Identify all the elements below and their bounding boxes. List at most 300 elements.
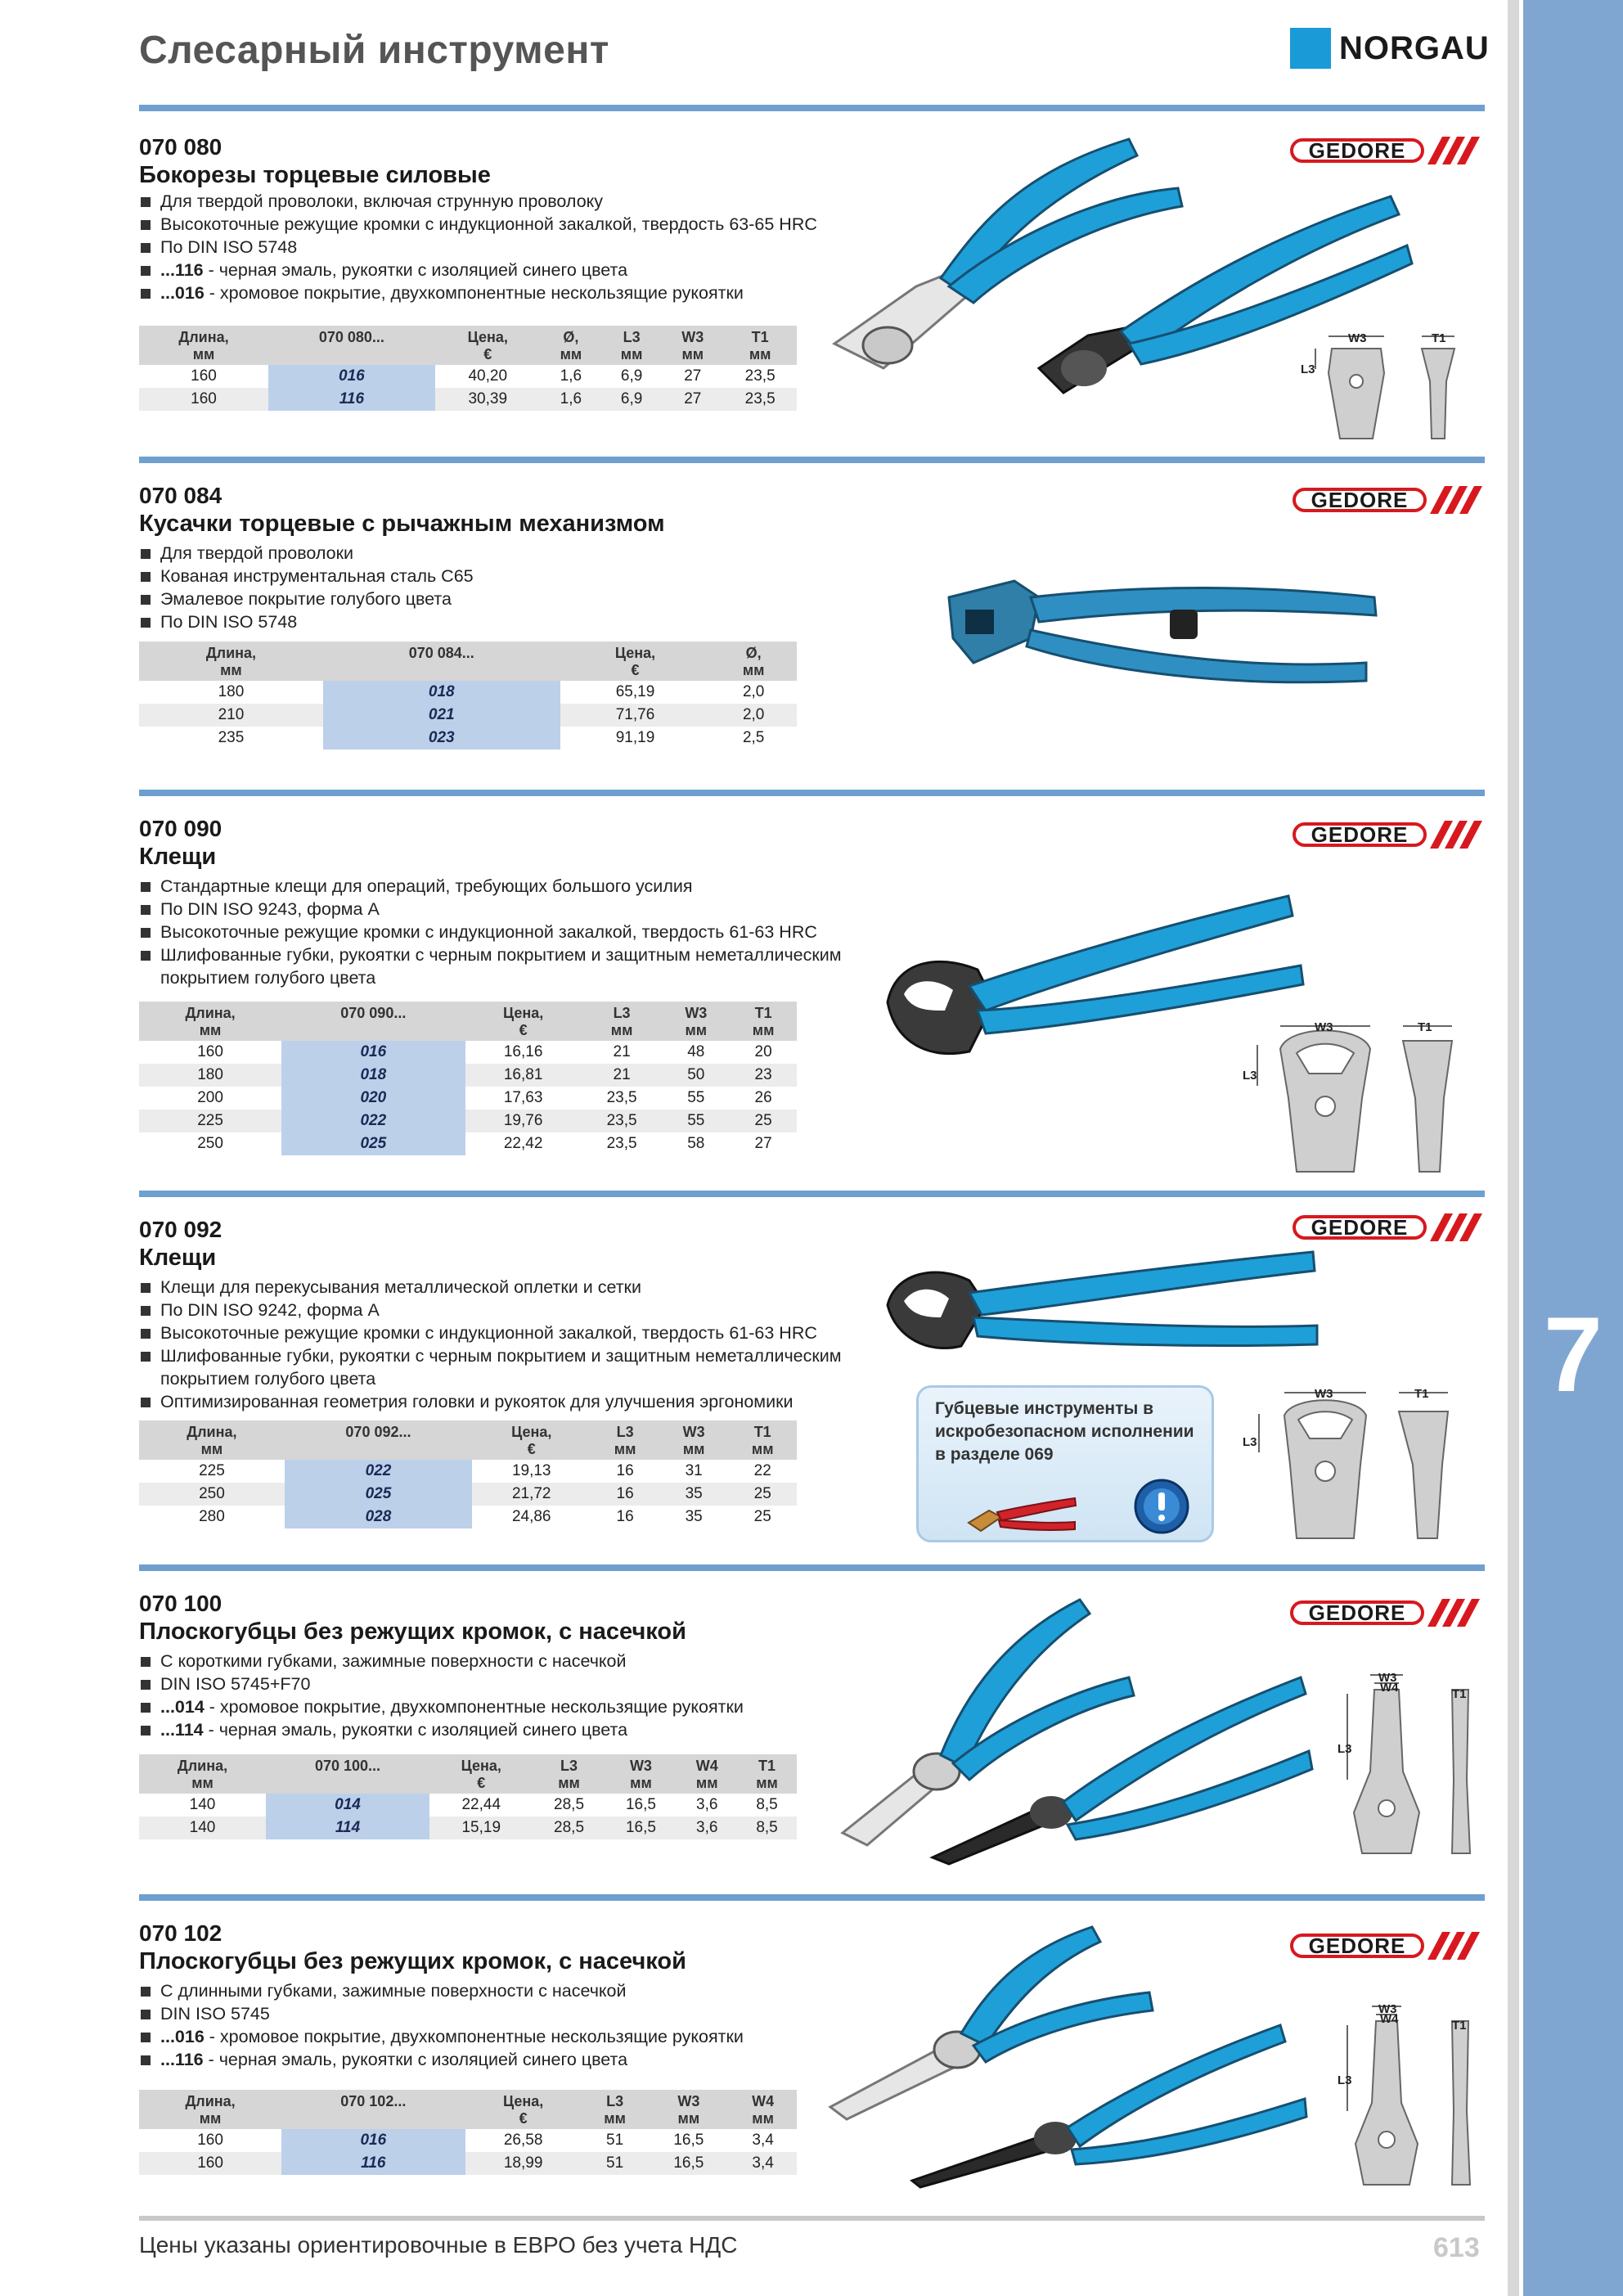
column-header-unit: € bbox=[483, 346, 492, 362]
table-cell: 25 bbox=[728, 1483, 797, 1506]
spec-table bbox=[139, 2090, 797, 2175]
column-header-label: 070 080... bbox=[318, 329, 384, 345]
table-cell: 27 bbox=[754, 1135, 772, 1152]
feature-list bbox=[139, 875, 892, 989]
column-header-unit: мм bbox=[685, 1022, 708, 1038]
column-header bbox=[582, 2090, 649, 2129]
column-header-unit bbox=[286, 1441, 470, 1458]
table-header-row bbox=[139, 642, 797, 681]
table-cell: 160 bbox=[197, 2132, 223, 2149]
feature-item bbox=[139, 1344, 892, 1390]
dimension-diagram bbox=[1338, 1665, 1485, 1870]
column-header-label: Длина, bbox=[185, 1005, 236, 1021]
spec-table bbox=[139, 1754, 797, 1839]
dimension-diagram bbox=[1338, 1997, 1485, 2201]
dimension-label: T1 bbox=[1452, 2019, 1467, 2033]
feature-item bbox=[139, 588, 892, 610]
product-name: Плоскогубцы без режущих кромок, с насечкой bbox=[139, 1618, 686, 1645]
table-cell: 140 bbox=[139, 1817, 266, 1839]
table-cell: 250 bbox=[197, 1135, 223, 1152]
table-cell: 3,6 bbox=[696, 1796, 718, 1813]
dimension-diagram bbox=[1299, 324, 1479, 447]
column-header-unit: € bbox=[477, 1775, 486, 1791]
column-header-unit: мм bbox=[695, 1775, 718, 1791]
column-header-label: Длина, bbox=[185, 2093, 236, 2109]
column-header-unit bbox=[283, 2110, 463, 2127]
column-header bbox=[560, 642, 711, 681]
table-cell: 3,4 bbox=[752, 2132, 774, 2149]
gedore-logo-text: GEDORE bbox=[1290, 1934, 1424, 1958]
table-cell: 25 bbox=[730, 1110, 797, 1132]
column-header-unit: мм bbox=[614, 1441, 636, 1457]
table-row bbox=[139, 1483, 797, 1506]
feature-item bbox=[139, 1650, 892, 1672]
feature-item bbox=[139, 565, 892, 588]
dimension-label: L3 bbox=[1301, 362, 1315, 376]
table-cell: 3,4 bbox=[729, 2152, 797, 2175]
feature-text: Стандартные клещи для операций, требующих большого усилия bbox=[160, 876, 693, 896]
column-header bbox=[533, 1754, 605, 1794]
table-cell: 15,19 bbox=[429, 1817, 533, 1839]
section-rule bbox=[139, 457, 1485, 463]
table-row bbox=[139, 388, 797, 411]
column-header-label: L3 bbox=[613, 1005, 631, 1021]
dimension-label: T1 bbox=[1452, 1687, 1467, 1701]
table-cell: 23,5 bbox=[723, 388, 797, 411]
table-cell: 22 bbox=[753, 1462, 771, 1479]
table-cell: 8,5 bbox=[737, 1817, 797, 1839]
feature-text: - хромовое покрытие, двухкомпонентные нескользящие рукоятки bbox=[204, 2027, 744, 2046]
table-cell: 31 bbox=[685, 1462, 703, 1479]
column-header-label: 070 092... bbox=[345, 1424, 411, 1440]
page-number: 613 bbox=[1433, 2232, 1480, 2263]
column-header-unit: мм bbox=[200, 1441, 223, 1457]
section-rule bbox=[139, 1564, 1485, 1571]
dimension-label: W4 bbox=[1380, 2012, 1399, 2026]
column-header-unit bbox=[268, 1775, 428, 1792]
variant-prefix: ...116 bbox=[160, 260, 204, 280]
table-cell: 50 bbox=[662, 1064, 730, 1087]
column-header-label: L3 bbox=[560, 1758, 578, 1774]
variant-prefix: ...014 bbox=[160, 1697, 205, 1717]
table-cell: 71,76 bbox=[560, 704, 711, 727]
table-cell: 65,19 bbox=[615, 683, 655, 700]
feature-item bbox=[139, 1695, 892, 1718]
column-header bbox=[281, 1002, 465, 1041]
table-cell: 2,0 bbox=[710, 704, 797, 727]
table-cell: 160 bbox=[139, 388, 268, 411]
feature-text: - черная эмаль, рукоятки с изоляцией синего цвета bbox=[203, 1720, 628, 1740]
column-header-label: T1 bbox=[754, 1005, 772, 1021]
table-row bbox=[139, 1817, 797, 1839]
column-header-unit: мм bbox=[681, 346, 704, 362]
column-header-label: W3 bbox=[629, 1758, 652, 1774]
feature-text: По DIN ISO 9243, форма А bbox=[160, 899, 380, 919]
table-cell: 21 bbox=[582, 1064, 663, 1087]
column-header-label: Длина, bbox=[187, 1424, 237, 1440]
feature-text: Высокоточные режущие кромки с индукционной закалкой, твердость 61-63 HRC bbox=[160, 1323, 817, 1343]
feature-text: Высокоточные режущие кромки с индукционной закалкой, твердость 63-65 HRC bbox=[160, 214, 817, 234]
table-row bbox=[139, 727, 797, 750]
column-header-label: L3 bbox=[616, 1424, 634, 1440]
dimension-label: W3 bbox=[1315, 1020, 1333, 1034]
column-header-label: W3 bbox=[677, 2093, 700, 2109]
table-row bbox=[139, 2129, 797, 2152]
feature-item bbox=[139, 281, 892, 304]
dimension-label: L3 bbox=[1243, 1069, 1257, 1083]
dimension-label: W3 bbox=[1315, 1387, 1333, 1401]
dimension-label: L3 bbox=[1338, 1742, 1352, 1756]
article-number-cell: 020 bbox=[281, 1087, 465, 1110]
product-name: Бокорезы торцевые силовые bbox=[139, 162, 491, 188]
feature-text: По DIN ISO 5748 bbox=[160, 237, 298, 257]
table-cell: 25 bbox=[753, 1508, 771, 1525]
feature-list bbox=[139, 1979, 892, 2071]
gedore-stripes-icon bbox=[1427, 137, 1483, 164]
column-header-label: Ø, bbox=[745, 645, 762, 661]
article-number-cell: 116 bbox=[268, 388, 435, 411]
column-header-unit: мм bbox=[558, 1775, 580, 1791]
gedore-logo-text: GEDORE bbox=[1293, 488, 1427, 512]
dimension-label: L3 bbox=[1243, 1435, 1257, 1449]
table-cell: 18,99 bbox=[465, 2152, 582, 2175]
column-header-unit: мм bbox=[199, 1022, 222, 1038]
column-header bbox=[728, 1420, 797, 1460]
product-name: Плоскогубцы без режущих кромок, с насечкой bbox=[139, 1948, 686, 1974]
column-header-unit: мм bbox=[604, 2110, 626, 2127]
table-cell: 30,39 bbox=[435, 388, 541, 411]
column-header bbox=[729, 2090, 797, 2129]
column-header-label: T1 bbox=[758, 1758, 776, 1774]
table-cell: 19,13 bbox=[511, 1462, 551, 1479]
article-number-cell: 018 bbox=[281, 1064, 465, 1087]
table-cell: 16,16 bbox=[503, 1043, 543, 1060]
table-cell: 16,5 bbox=[625, 1796, 656, 1813]
feature-text: Клещи для перекусывания металлической оплетки и сетки bbox=[160, 1277, 641, 1297]
table-cell: 35 bbox=[659, 1483, 729, 1506]
feature-item bbox=[139, 1718, 892, 1741]
spec-table bbox=[139, 326, 797, 411]
table-cell: 26,58 bbox=[503, 2132, 543, 2149]
table-cell: 280 bbox=[199, 1508, 225, 1525]
feature-text: С короткими губками, зажимные поверхности с насечкой bbox=[160, 1651, 627, 1671]
column-header bbox=[281, 2090, 465, 2129]
article-number-cell: 028 bbox=[285, 1506, 472, 1528]
column-header bbox=[266, 1754, 429, 1794]
column-header bbox=[541, 326, 601, 365]
table-cell: 21 bbox=[613, 1043, 631, 1060]
column-header bbox=[139, 642, 323, 681]
table-cell: 19,76 bbox=[465, 1110, 582, 1132]
table-cell: 235 bbox=[218, 729, 245, 746]
feature-item bbox=[139, 190, 892, 213]
feature-text: DIN ISO 5745 bbox=[160, 2004, 270, 2024]
column-header-unit: € bbox=[519, 2110, 528, 2127]
column-header bbox=[323, 642, 560, 681]
column-header-label: W4 bbox=[695, 1758, 718, 1774]
table-cell: 2,0 bbox=[742, 683, 765, 700]
column-header-unit: мм bbox=[192, 346, 215, 362]
column-header-label: 070 100... bbox=[314, 1758, 381, 1774]
column-header-unit: мм bbox=[191, 1775, 214, 1791]
gedore-logo-text: GEDORE bbox=[1290, 138, 1424, 163]
column-header-unit: мм bbox=[610, 1022, 633, 1038]
feature-text: - черная эмаль, рукоятки с изоляцией синего цвета bbox=[203, 2050, 628, 2069]
table-cell: 6,9 bbox=[620, 367, 643, 385]
article-number-cell: 023 bbox=[323, 727, 560, 750]
product-code: 070 092 bbox=[139, 1217, 223, 1242]
dimension-label: W4 bbox=[1380, 1681, 1399, 1695]
column-header-unit: € bbox=[519, 1022, 528, 1038]
header-rule bbox=[139, 105, 1485, 111]
table-cell: 23,5 bbox=[606, 1135, 637, 1152]
column-header-label: W3 bbox=[681, 329, 704, 345]
column-header-unit: мм bbox=[752, 2110, 774, 2127]
column-header-label: Длина, bbox=[178, 329, 229, 345]
feature-text: DIN ISO 5745+F70 bbox=[160, 1674, 311, 1694]
column-header-unit: мм bbox=[560, 346, 582, 362]
table-row bbox=[139, 1506, 797, 1528]
column-header bbox=[662, 326, 723, 365]
table-cell: 16,81 bbox=[465, 1064, 582, 1087]
column-header bbox=[139, 1420, 285, 1460]
chapter-number: 7 bbox=[1543, 1294, 1603, 1414]
table-cell: 48 bbox=[687, 1043, 705, 1060]
feature-item bbox=[139, 2048, 892, 2071]
spec-table bbox=[139, 642, 797, 750]
feature-text: Для твердой проволоки bbox=[160, 543, 354, 563]
column-header bbox=[649, 2090, 730, 2129]
table-cell: 2,5 bbox=[742, 729, 765, 746]
table-header-row bbox=[139, 1002, 797, 1041]
gedore-logo bbox=[1293, 820, 1489, 849]
article-number-cell: 025 bbox=[285, 1483, 472, 1506]
table-cell: 51 bbox=[606, 2132, 624, 2149]
page-edge-strip bbox=[1508, 0, 1519, 2296]
table-cell: 23,5 bbox=[582, 1110, 663, 1132]
dimension-label: T1 bbox=[1432, 331, 1446, 345]
table-header-row bbox=[139, 1754, 797, 1794]
feature-item bbox=[139, 2025, 892, 2048]
column-header-unit bbox=[283, 1022, 463, 1039]
info-callout bbox=[916, 1385, 1214, 1542]
feature-text: Шлифованные губки, рукоятки с черным покрытием и защитным неметаллическим покрытием голубого цвета bbox=[160, 945, 842, 988]
feature-text: Оптимизированная геометрия головки и рукояток для улучшения эргономики bbox=[160, 1392, 794, 1411]
column-header-label: 070 084... bbox=[408, 645, 474, 661]
dimension-label: W3 bbox=[1378, 2002, 1397, 2016]
table-cell: 28,5 bbox=[533, 1817, 605, 1839]
table-cell: 40,20 bbox=[468, 367, 508, 385]
info-callout-text: Губцевые инструменты в искробезопасном исполнении в разделе 069 bbox=[935, 1399, 1194, 1464]
feature-list bbox=[139, 190, 892, 304]
column-header-unit bbox=[270, 346, 434, 363]
table-cell: 1,6 bbox=[560, 367, 582, 385]
pincers-image bbox=[879, 1240, 1338, 1371]
article-number-cell: 018 bbox=[323, 681, 560, 704]
dimension-label: W3 bbox=[1348, 331, 1367, 345]
gedore-stripes-icon bbox=[1430, 486, 1486, 514]
table-cell: 160 bbox=[197, 1043, 223, 1060]
column-header-unit: мм bbox=[749, 346, 771, 362]
gedore-stripes-icon bbox=[1430, 821, 1486, 849]
column-header bbox=[435, 326, 541, 365]
feature-text: По DIN ISO 5748 bbox=[160, 612, 298, 632]
column-header bbox=[465, 1002, 582, 1041]
table-header-row bbox=[139, 2090, 797, 2129]
feature-text: По DIN ISO 9242, форма А bbox=[160, 1300, 380, 1320]
feature-text: - черная эмаль, рукоятки с изоляцией синего цвета bbox=[203, 260, 628, 280]
gedore-logo-text: GEDORE bbox=[1293, 1215, 1427, 1240]
dimension-label: L3 bbox=[1338, 2073, 1352, 2087]
column-header-unit: мм bbox=[742, 662, 765, 678]
article-number-cell: 025 bbox=[281, 1132, 465, 1155]
column-header-unit: мм bbox=[752, 1022, 775, 1038]
column-header bbox=[139, 1002, 281, 1041]
feature-list bbox=[139, 542, 892, 633]
dimension-label: W3 bbox=[1378, 1671, 1397, 1685]
table-cell: 180 bbox=[139, 1064, 281, 1087]
table-cell: 21,72 bbox=[472, 1483, 591, 1506]
column-header-label: W3 bbox=[685, 1005, 708, 1021]
column-header bbox=[737, 1754, 797, 1794]
warning-badge-icon bbox=[1133, 1478, 1190, 1535]
table-row bbox=[139, 1794, 797, 1817]
footer-rule bbox=[139, 2216, 1485, 2221]
column-header-label: Цена, bbox=[467, 329, 508, 345]
dimension-diagram bbox=[1239, 1375, 1477, 1555]
gedore-stripes-icon bbox=[1430, 1213, 1486, 1241]
feature-item bbox=[139, 1321, 892, 1344]
column-header-label: W3 bbox=[682, 1424, 705, 1440]
feature-text: Кованая инструментальная сталь С65 bbox=[160, 566, 474, 586]
table-cell: 51 bbox=[582, 2152, 649, 2175]
table-cell: 55 bbox=[687, 1089, 705, 1106]
gedore-logo bbox=[1290, 1931, 1486, 1961]
table-cell: 210 bbox=[139, 704, 323, 727]
column-header bbox=[139, 326, 268, 365]
spark-free-pliers-icon bbox=[964, 1494, 1079, 1535]
gedore-logo bbox=[1293, 1213, 1489, 1242]
table-cell: 8,5 bbox=[756, 1796, 778, 1813]
column-header-unit: мм bbox=[682, 1441, 705, 1457]
table-cell: 27 bbox=[684, 367, 702, 385]
dimension-diagram bbox=[1239, 1008, 1477, 1188]
gedore-logo bbox=[1290, 1598, 1486, 1627]
column-header bbox=[285, 1420, 472, 1460]
product-name: Клещи bbox=[139, 844, 217, 870]
table-cell: 3,6 bbox=[677, 1817, 737, 1839]
feature-text: С длинными губками, зажимные поверхности с насечкой bbox=[160, 1981, 627, 2001]
gedore-stripes-icon bbox=[1427, 1599, 1483, 1627]
column-header bbox=[591, 1420, 659, 1460]
table-cell: 58 bbox=[687, 1135, 705, 1152]
table-row bbox=[139, 1087, 797, 1110]
table-cell: 140 bbox=[189, 1796, 216, 1813]
feature-text: Шлифованные губки, рукоятки с черным покрытием и защитным неметаллическим покрытием голубого цвета bbox=[160, 1346, 842, 1389]
brand-name: NORGAU bbox=[1339, 29, 1490, 66]
table-cell: 200 bbox=[197, 1089, 223, 1106]
product-code: 070 102 bbox=[139, 1920, 223, 1946]
article-number-cell: 114 bbox=[266, 1817, 429, 1839]
feature-text: Для твердой проволоки, включая струнную проволоку bbox=[160, 191, 604, 211]
variant-prefix: ...016 bbox=[160, 283, 205, 303]
column-header bbox=[662, 1002, 730, 1041]
table-row bbox=[139, 1064, 797, 1087]
column-header bbox=[268, 326, 435, 365]
variant-prefix: ...016 bbox=[160, 2027, 205, 2046]
table-cell: 55 bbox=[662, 1110, 730, 1132]
column-header-unit bbox=[325, 662, 559, 679]
table-cell: 26 bbox=[754, 1089, 772, 1106]
variant-prefix: ...114 bbox=[160, 1720, 204, 1740]
table-cell: 28,5 bbox=[554, 1796, 585, 1813]
feature-item bbox=[139, 259, 892, 281]
column-header bbox=[710, 642, 797, 681]
gedore-logo bbox=[1293, 485, 1489, 515]
table-cell: 91,19 bbox=[615, 729, 655, 746]
feature-item bbox=[139, 1979, 892, 2002]
long-flat-pliers-image bbox=[822, 1911, 1313, 2189]
table-row bbox=[139, 1460, 797, 1483]
product-name: Клещи bbox=[139, 1245, 217, 1271]
table-header-row bbox=[139, 326, 797, 365]
column-header-label: Цена, bbox=[614, 645, 656, 661]
product-code: 070 090 bbox=[139, 816, 223, 841]
table-cell: 23,5 bbox=[606, 1089, 637, 1106]
table-cell: 180 bbox=[218, 683, 245, 700]
table-row bbox=[139, 704, 797, 727]
table-cell: 23 bbox=[730, 1064, 797, 1087]
feature-item bbox=[139, 236, 892, 259]
table-cell: 24,86 bbox=[511, 1508, 551, 1525]
article-number-cell: 014 bbox=[266, 1794, 429, 1817]
table-cell: 27 bbox=[662, 388, 723, 411]
product-code: 070 080 bbox=[139, 134, 223, 160]
column-header bbox=[472, 1420, 591, 1460]
table-cell: 16 bbox=[591, 1483, 659, 1506]
article-number-cell: 016 bbox=[281, 2129, 465, 2152]
table-row bbox=[139, 681, 797, 704]
column-header-unit: € bbox=[527, 1441, 536, 1457]
table-row bbox=[139, 1132, 797, 1155]
column-header-label: T1 bbox=[753, 1424, 771, 1440]
article-number-cell: 022 bbox=[285, 1460, 472, 1483]
feature-list bbox=[139, 1276, 892, 1413]
column-header-unit: мм bbox=[630, 1775, 652, 1791]
table-cell: 16,5 bbox=[649, 2152, 730, 2175]
dimension-label: T1 bbox=[1418, 1020, 1432, 1034]
table-cell: 17,63 bbox=[503, 1089, 543, 1106]
product-name: Кусачки торцевые с рычажным механизмом bbox=[139, 511, 665, 537]
brand-square-icon bbox=[1290, 28, 1331, 69]
feature-text: Высокоточные режущие кромки с индукционной закалкой, твердость 61-63 HRC bbox=[160, 922, 817, 942]
section-rule bbox=[139, 1894, 1485, 1901]
column-header-unit: мм bbox=[220, 662, 242, 678]
article-number-cell: 021 bbox=[323, 704, 560, 727]
table-cell: 20 bbox=[754, 1043, 772, 1060]
column-header bbox=[730, 1002, 797, 1041]
flat-pliers-image bbox=[834, 1587, 1317, 1866]
table-cell: 35 bbox=[685, 1508, 703, 1525]
table-cell: 160 bbox=[139, 2152, 281, 2175]
column-header bbox=[139, 1754, 266, 1794]
product-code: 070 100 bbox=[139, 1591, 223, 1616]
column-header-unit: € bbox=[631, 662, 640, 678]
feature-text: - хромовое покрытие, двухкомпонентные нескользящие рукоятки bbox=[204, 1697, 744, 1717]
feature-item bbox=[139, 875, 892, 898]
column-header-label: Длина, bbox=[177, 1758, 228, 1774]
column-header-unit: мм bbox=[199, 2110, 222, 2127]
